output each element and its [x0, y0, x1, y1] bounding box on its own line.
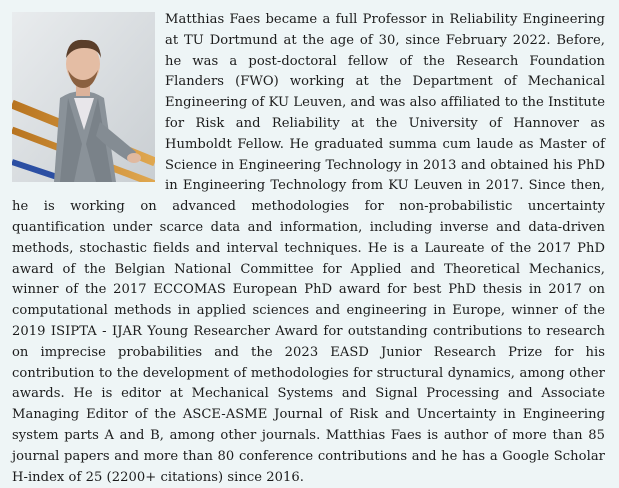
bio-text: Matthias Faes became a full Professor in Reliability Engineering at TU Dortmund at the age of 30, since February 2022. Before, he was a post-doctoral fellow of the Research Foundation Flanders (FWO) working at the Department of Mechanical Engineering of KU Leuven, and was also affiliated to the Institute for Risk and Reliability at the University of Hannover as Humboldt Fellow. He graduated summa cum laude as Master of Science in Engineering Technology in 2013 and obtained his PhD in Engineering Technology from KU Leuven in 2017. Since then, he is working on advanced methodologies for non-probabilistic uncertainty quantification under scarce data and information, including inverse and data-driven methods, stochastic fields and interval techniques. He is a Laureate of the 2017 PhD award of the Belgian National Committee for Applied and Theoretical Mechanics, winner of the 2017 ECCOMAS European PhD award for best PhD thesis in 2017 on computational methods in applied sciences and engineering in Europe, winner of the 2019 ISIPTA - IJAR Young Researcher Award for outstanding contributions to research on imprecise probabilities and the 2023 EASD Junior Research Prize for his contribution to the development of methodologies for structural dynamics, among other awards. He is editor at Mechanical Systems and Signal Processing and Associate Managing Editor of the ASCE-ASME Journal of Risk and Uncertainty in Engineering system parts A and B, among other journals. Matthias Faes is author of more than 85 journal papers and more than 80 conference contributions and he has a Google Scholar H-index of 25 (2200+ citations) since 2016. [12, 12, 605, 485]
bio-paragraph [12, 10, 605, 488]
portrait-photo [12, 12, 155, 182]
